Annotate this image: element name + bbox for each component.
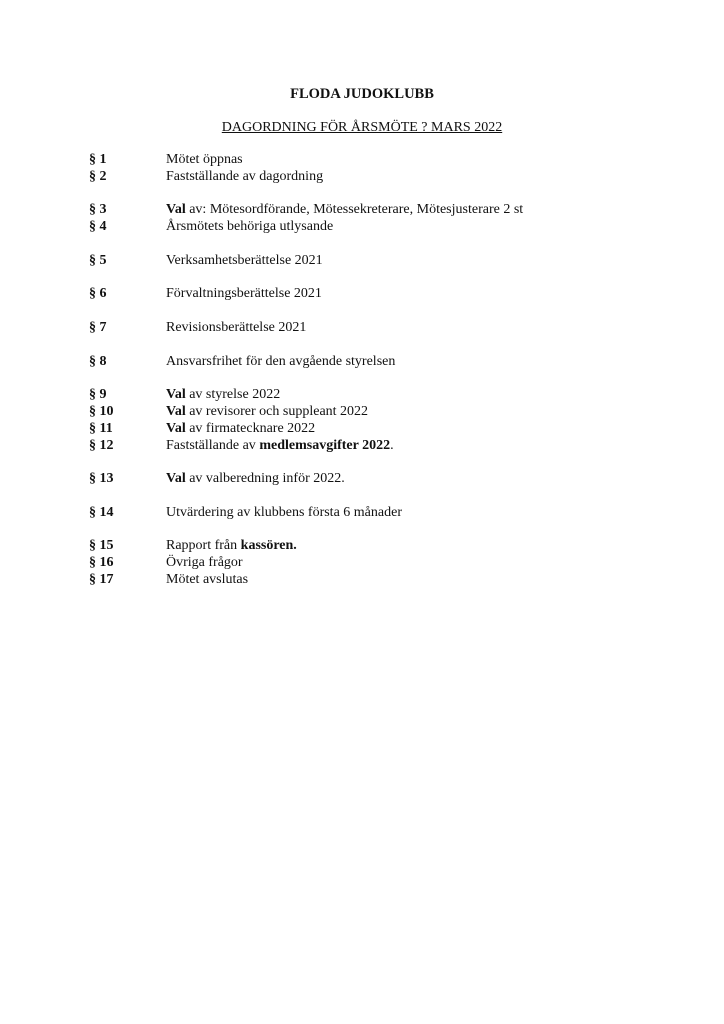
- agenda-item-number: § 15: [89, 538, 114, 554]
- agenda-item-label: Verksamhetsberättelse 2021: [166, 252, 323, 268]
- agenda-item-label: Rapport från: [166, 538, 241, 554]
- agenda-item-number: § 14: [89, 504, 114, 520]
- agenda-item-number: § 3: [89, 202, 107, 218]
- agenda-item-number: § 17: [89, 571, 114, 587]
- agenda-item-text: [166, 471, 345, 488]
- agenda-item-number: § 7: [89, 319, 107, 335]
- agenda-item-text: [166, 253, 323, 270]
- agenda-item-number: § 12: [89, 437, 114, 453]
- agenda-item-number: § 16: [89, 555, 114, 571]
- agenda-item-label: av valberedning inför 2022.: [185, 471, 345, 487]
- agenda-item-text: [166, 438, 394, 455]
- agenda-item-text: [166, 320, 306, 337]
- agenda-item-number: § 4: [89, 219, 107, 235]
- agenda-item: [89, 152, 709, 169]
- agenda-item: [89, 471, 709, 488]
- agenda-item-suffix: .: [390, 437, 394, 453]
- agenda-item: [89, 404, 709, 421]
- agenda-item: [89, 505, 709, 522]
- agenda-item: [89, 421, 709, 438]
- agenda-item-label: Ansvarsfrihet för den avgående styrelsen: [166, 353, 396, 369]
- agenda-item-text: [166, 538, 297, 555]
- agenda-item-label: av firmatecknare 2022: [185, 420, 316, 436]
- agenda-item-number: § 2: [89, 168, 107, 184]
- agenda-item-label: Övriga frågor: [166, 555, 243, 571]
- agenda-item-text: [166, 572, 248, 589]
- agenda-item-text: [166, 169, 323, 186]
- agenda-item-text: [166, 421, 315, 438]
- agenda-item: [89, 387, 709, 404]
- agenda-item-bold-prefix: Val: [166, 471, 186, 487]
- agenda-item-number: § 1: [89, 152, 107, 167]
- agenda-item-number: § 5: [89, 252, 107, 268]
- agenda-item-bold-prefix: Val: [166, 202, 186, 218]
- agenda-item: [89, 538, 709, 555]
- agenda-item-number: § 8: [89, 353, 107, 369]
- agenda-item-text: [166, 505, 402, 522]
- agenda-item: [89, 438, 709, 455]
- agenda-item-label: Fastställande av dagordning: [166, 168, 324, 184]
- agenda-item-bold-suffix: medlemsavgifter 2022: [259, 437, 391, 453]
- agenda-item: [89, 320, 709, 337]
- agenda-item-label: Mötet öppnas: [166, 152, 243, 167]
- agenda-item-number: § 6: [89, 286, 107, 302]
- agenda-item-label: Utvärdering av klubbens första 6 månader: [166, 504, 402, 520]
- document-subtitle: DAGORDNING FÖR ÅRSMÖTE ? MARS 2022: [221, 120, 503, 135]
- agenda-item: [89, 354, 709, 371]
- agenda-item-number: § 11: [89, 420, 113, 436]
- agenda-item: [89, 253, 709, 270]
- agenda-item-bold-prefix: Val: [166, 403, 186, 419]
- agenda-item-label: Förvaltningsberättelse 2021: [166, 286, 322, 302]
- agenda-item-text: [166, 219, 333, 236]
- agenda-item-label: Fastställande av: [166, 437, 260, 453]
- agenda-item-label: av styrelse 2022: [185, 387, 281, 403]
- agenda-item: [89, 202, 709, 219]
- agenda-item: [89, 219, 709, 236]
- agenda-item-label: Årsmötets behöriga utlysande: [166, 219, 334, 235]
- agenda-item-number: § 10: [89, 403, 114, 419]
- agenda-item-text: [166, 202, 523, 219]
- agenda-list: [89, 152, 709, 589]
- agenda-item: [89, 555, 709, 572]
- agenda-item-label: Mötet avslutas: [166, 571, 249, 587]
- agenda-item-text: [166, 555, 243, 572]
- agenda-item-bold-prefix: Val: [166, 420, 186, 436]
- agenda-item-text: [166, 152, 243, 169]
- agenda-item-label: Revisionsberättelse 2021: [166, 319, 307, 335]
- document-title: FLODA JUDOKLUBB: [290, 86, 434, 102]
- agenda-item: [89, 169, 709, 186]
- agenda-item-number: § 13: [89, 471, 114, 487]
- agenda-item-bold-prefix: Val: [166, 387, 186, 403]
- agenda-item-bold-suffix: kassören.: [240, 538, 297, 554]
- agenda-item-text: [166, 387, 280, 404]
- agenda-item-label: av revisorer och suppleant 2022: [185, 403, 369, 419]
- agenda-item-text: [166, 354, 395, 371]
- agenda-item-text: [166, 404, 368, 421]
- agenda-item-label: av: Mötesordförande, Mötessekreterare, Mötesjusterare 2 st: [185, 202, 524, 218]
- agenda-item-number: § 9: [89, 387, 107, 403]
- agenda-item: [89, 286, 709, 303]
- agenda-item-text: [166, 286, 322, 303]
- agenda-item: [89, 572, 709, 589]
